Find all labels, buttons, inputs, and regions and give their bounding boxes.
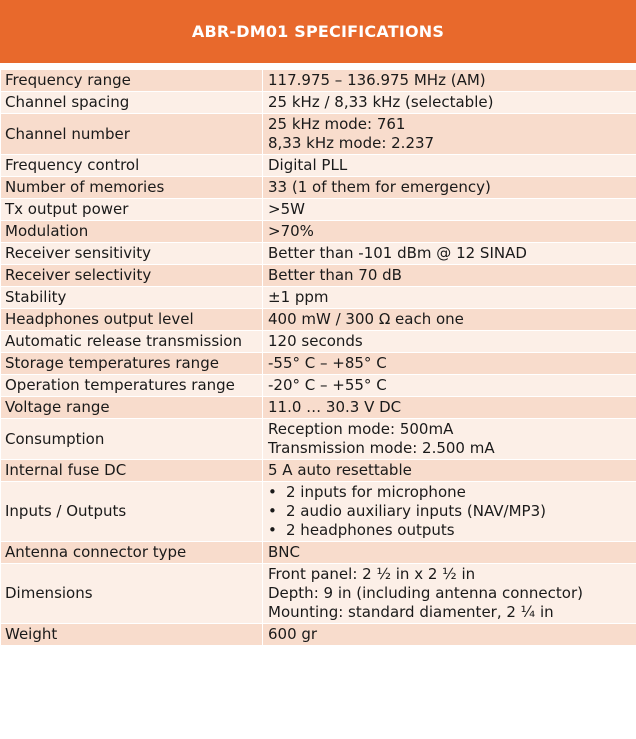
spec-row: [1, 375, 636, 397]
spec-value-line: 120 seconds: [268, 332, 363, 350]
spec-value-line: 33 (1 of them for emergency): [268, 178, 491, 196]
spec-row: [1, 482, 636, 542]
spec-label: Inputs / Outputs: [1, 482, 263, 542]
spec-value: [263, 542, 636, 564]
bullet-icon: •: [268, 483, 277, 501]
spec-value-line: -20° C – +55° C: [268, 376, 387, 394]
spec-value: [263, 397, 636, 419]
spec-value-line: 2 inputs for microphone: [286, 483, 466, 501]
spec-row: [1, 243, 636, 265]
spec-label: Operation temperatures range: [1, 375, 263, 397]
spec-label: Tx output power: [1, 199, 263, 221]
spec-table-body: [1, 70, 636, 646]
spec-value: [263, 287, 636, 309]
spec-value-list: [268, 483, 632, 540]
spec-value: [263, 309, 636, 331]
spec-value-line: 8,33 kHz mode: 2.237: [268, 134, 435, 152]
spec-row: [1, 331, 636, 353]
spec-value-line: Reception mode: 500mA: [268, 420, 454, 438]
spec-row: [1, 542, 636, 564]
spec-row: [1, 624, 636, 646]
spec-table: [0, 69, 636, 646]
spec-value: [263, 265, 636, 287]
spec-row: [1, 564, 636, 624]
spec-value: [263, 199, 636, 221]
spec-value-list-item: [268, 483, 632, 502]
spec-row: [1, 419, 636, 460]
spec-value-list-item: [268, 521, 632, 540]
spec-label: Modulation: [1, 221, 263, 243]
spec-value-line: ±1 ppm: [268, 288, 329, 306]
spec-row: [1, 265, 636, 287]
spec-label: Headphones output level: [1, 309, 263, 331]
spec-label: Dimensions: [1, 564, 263, 624]
spec-value: [263, 564, 636, 624]
bullet-icon: •: [268, 502, 277, 520]
spec-label: Internal fuse DC: [1, 460, 263, 482]
spec-value-line: 2 audio auxiliary inputs (NAV/MP3): [286, 502, 546, 520]
spec-value: [263, 155, 636, 177]
spec-row: [1, 177, 636, 199]
spec-value-line: Depth: 9 in (including antenna connector): [268, 584, 583, 602]
spec-label: Consumption: [1, 419, 263, 460]
spec-value-line: 2 headphones outputs: [286, 521, 455, 539]
spec-value-line: -55° C – +85° C: [268, 354, 387, 372]
spec-row: [1, 309, 636, 331]
spec-label: Frequency range: [1, 70, 263, 92]
spec-label: Frequency control: [1, 155, 263, 177]
spec-row: [1, 199, 636, 221]
spec-row: [1, 92, 636, 114]
spec-label: Antenna connector type: [1, 542, 263, 564]
spec-value: [263, 375, 636, 397]
spec-value-line: Mounting: standard diamenter, 2 ¼ in: [268, 603, 554, 621]
spec-value: [263, 482, 636, 542]
spec-value-line: Front panel: 2 ½ in x 2 ½ in: [268, 565, 476, 583]
spec-label: Channel spacing: [1, 92, 263, 114]
spec-row: [1, 460, 636, 482]
spec-value-line: 600 gr: [268, 625, 318, 643]
spec-value: [263, 353, 636, 375]
spec-value: [263, 221, 636, 243]
spec-value: [263, 70, 636, 92]
spec-value: [263, 243, 636, 265]
spec-value: [263, 177, 636, 199]
spec-label: Channel number: [1, 114, 263, 155]
spec-label: Automatic release transmission: [1, 331, 263, 353]
spec-value-line: 117.975 – 136.975 MHz (AM): [268, 71, 486, 89]
spec-label: Voltage range: [1, 397, 263, 419]
spec-row: [1, 221, 636, 243]
spec-label: Receiver sensitivity: [1, 243, 263, 265]
spec-value-line: >70%: [268, 222, 314, 240]
spec-row: [1, 397, 636, 419]
spec-value: [263, 419, 636, 460]
spec-value-line: 25 kHz / 8,33 kHz (selectable): [268, 93, 494, 111]
spec-row: [1, 287, 636, 309]
spec-value-line: Better than 70 dB: [268, 266, 402, 284]
spec-label: Receiver selectivity: [1, 265, 263, 287]
spec-value-line: Digital PLL: [268, 156, 348, 174]
spec-value: [263, 624, 636, 646]
spec-title: ABR-DM01 SPECIFICATIONS: [0, 0, 636, 63]
spec-label: Weight: [1, 624, 263, 646]
spec-value-line: 25 kHz mode: 761: [268, 115, 406, 133]
spec-value-line: Better than -101 dBm @ 12 SINAD: [268, 244, 527, 262]
spec-value: [263, 460, 636, 482]
spec-value-line: BNC: [268, 543, 300, 561]
spec-row: [1, 155, 636, 177]
spec-value-line: >5W: [268, 200, 305, 218]
bullet-icon: •: [268, 521, 277, 539]
spec-label: Storage temperatures range: [1, 353, 263, 375]
spec-value: [263, 114, 636, 155]
spec-value-list-item: [268, 502, 632, 521]
spec-row: [1, 70, 636, 92]
spec-value-line: 400 mW / 300 Ω each one: [268, 310, 464, 328]
spec-value-line: 5 A auto resettable: [268, 461, 412, 479]
spec-label: Stability: [1, 287, 263, 309]
spec-row: [1, 353, 636, 375]
spec-value: [263, 92, 636, 114]
spec-value-line: 11.0 … 30.3 V DC: [268, 398, 402, 416]
spec-value: [263, 331, 636, 353]
spec-row: [1, 114, 636, 155]
spec-label: Number of memories: [1, 177, 263, 199]
spec-value-line: Transmission mode: 2.500 mA: [268, 439, 495, 457]
